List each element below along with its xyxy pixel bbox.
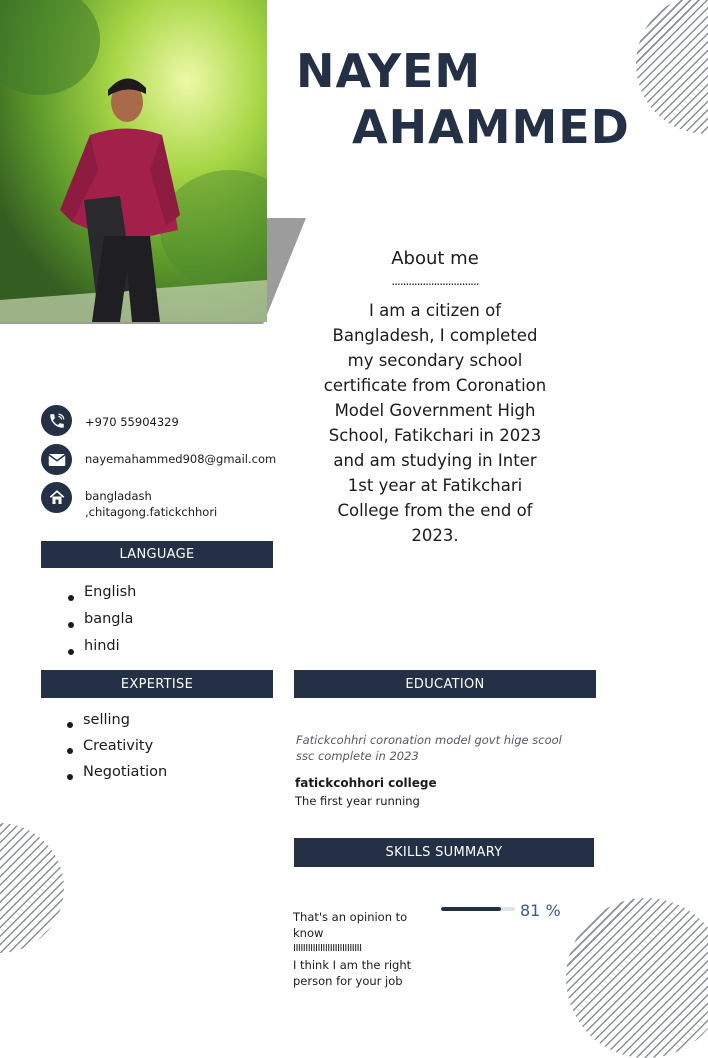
skill-percent: 81 % [520,901,561,920]
list-item: bangla [66,611,136,638]
decorative-hatched-circle-left [0,823,64,953]
expertise-heading: EXPERTISE [41,670,273,698]
about-title: About me [391,248,479,269]
list-item: Creativity [65,738,167,764]
language-list [66,584,136,665]
phone-icon [41,405,72,436]
about-text: I am a citizen of Bangladesh, I completed my secondary school certificate from Coronation Model Government High School, Fatikchari in 2023 and am studying in Inter 1st year at Fatikchari College from the end of 2023. [323,301,547,545]
profile-photo [0,0,267,322]
last-name-heading: AHAMMED [352,100,630,154]
education-heading: EDUCATION [294,670,596,698]
mail-icon [41,444,72,475]
about-divider: ............................... [391,274,479,288]
address-line-1: bangladash [85,489,152,503]
first-name-heading: NAYEM [296,44,482,98]
email-address: nayemahammed908@gmail.com [85,452,277,466]
phone-number: +970 55904329 [85,415,179,429]
home-icon [41,482,72,513]
college-status: The first year running [295,794,420,808]
skill-line-2: IIIIIIIIIIIIIIIIIIIIIIIIIIII [293,943,362,954]
address-line-2: ,chitagong.fatickchhori [85,505,218,519]
list-item: hindi [66,638,136,665]
list-item: English [66,584,136,611]
list-item: Negotiation [65,764,167,790]
decorative-hatched-circle-top-right [636,0,708,134]
skills-summary-heading: SKILLS SUMMARY [294,838,594,867]
skill-progress-track [441,907,515,911]
list-item: selling [65,712,167,738]
skill-progress-fill [441,907,501,911]
language-heading: LANGUAGE [41,541,273,568]
skill-line-1: That's an opinion to know [293,910,408,940]
expertise-list [65,712,167,790]
school-status: ssc complete in 2023 [296,749,419,763]
college-name: fatickcohhori college [295,776,437,790]
decorative-hatched-circle-bottom-right [566,898,708,1058]
profile-photo-illustration [0,0,267,322]
school-name: Fatickcohhri coronation model govt hige scool [296,733,562,747]
skill-line-3: I think I am the right person for your job [293,958,412,988]
skill-description [293,909,418,989]
school-entry [296,732,586,764]
